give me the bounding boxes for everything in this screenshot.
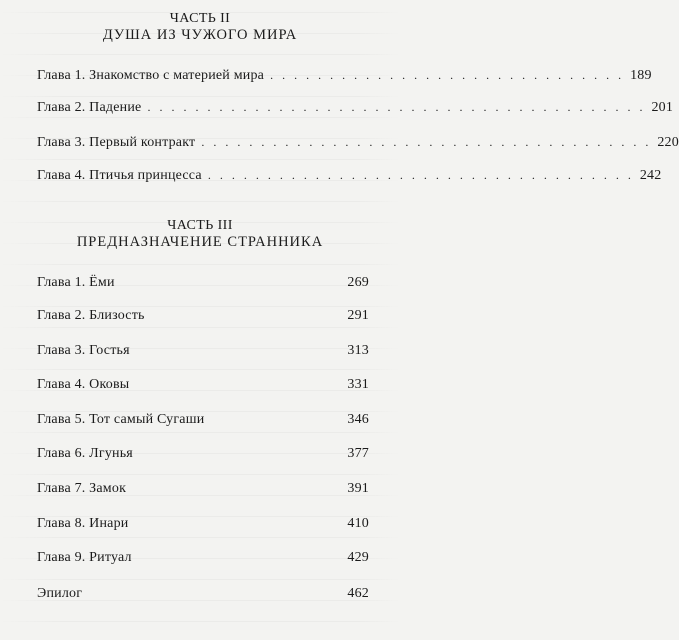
toc-entry [37, 515, 369, 533]
page-number: 429 [347, 550, 369, 565]
chapter-title: Глава 7. Замок [37, 481, 127, 496]
chapter-title: Эпилог [37, 586, 83, 601]
page-number: 242 [639, 168, 662, 183]
page-number: 291 [347, 308, 369, 323]
toc-entry [37, 66, 652, 84]
toc-entry [37, 133, 679, 151]
page-number: 269 [347, 275, 369, 290]
dot-leader: . . . . . . . . . . . . . . . . . . . . . . . . . . . . . . . . . . . . . . [201, 135, 652, 149]
part-2-number: ЧАСТЬ II [169, 11, 231, 26]
dot-leader: . . . . . . . . . . . . . . . . . . . . . . . . . . . . . . . . . . . . . . . . . . [147, 100, 646, 114]
chapter-title: Глава 1. Ёми [37, 275, 115, 290]
toc-entry [37, 411, 369, 429]
toc-entry [37, 445, 369, 463]
toc-entry [37, 376, 369, 394]
part-3-number: ЧАСТЬ III [167, 218, 233, 233]
part-3-heading [0, 217, 400, 251]
toc-entry [37, 166, 662, 184]
chapter-title: Глава 9. Ритуал [37, 550, 132, 565]
toc-entry [37, 549, 369, 567]
toc-entry [37, 274, 369, 292]
toc-entry [37, 307, 369, 325]
page-number: 313 [347, 343, 369, 358]
chapter-title: Глава 3. Первый контракт [37, 135, 196, 150]
chapter-title: Глава 2. Падение [37, 100, 142, 115]
page-number: 201 [651, 100, 674, 115]
toc-entry [37, 342, 369, 360]
toc-entry [37, 585, 369, 603]
dot-leader: . . . . . . . . . . . . . . . . . . . . . . . . . . . . . . . . . . . . [207, 168, 634, 182]
chapter-title: Глава 6. Лгунья [37, 446, 133, 461]
part-2-heading [0, 10, 400, 44]
chapter-title: Глава 8. Инари [37, 516, 129, 531]
chapter-title: Глава 5. Тот самый Сугаши [37, 412, 205, 427]
page-number: 462 [347, 586, 369, 601]
chapter-title: Глава 4. Птичья принцесса [37, 168, 202, 183]
part-2-title: ДУША ИЗ ЧУЖОГО МИРА [102, 27, 298, 43]
page-number: 220 [657, 135, 679, 150]
part-3-title: ПРЕДНАЗНАЧЕНИЕ СТРАННИКА [76, 234, 324, 250]
chapter-title: Глава 2. Близость [37, 308, 145, 323]
page-number: 189 [630, 68, 652, 83]
page-number: 410 [347, 516, 369, 531]
toc-entry [37, 98, 674, 116]
dot-leader: . . . . . . . . . . . . . . . . . . . . . . . . . . . . . . [270, 68, 625, 82]
chapter-title: Глава 1. Знакомство с материей мира [37, 68, 265, 83]
page-number: 391 [347, 481, 369, 496]
chapter-title: Глава 4. Оковы [37, 377, 130, 392]
page-number: 346 [347, 412, 369, 427]
chapter-title: Глава 3. Гостья [37, 343, 130, 358]
page-number: 331 [347, 377, 369, 392]
toc-entry [37, 480, 369, 498]
page-number: 377 [347, 446, 369, 461]
